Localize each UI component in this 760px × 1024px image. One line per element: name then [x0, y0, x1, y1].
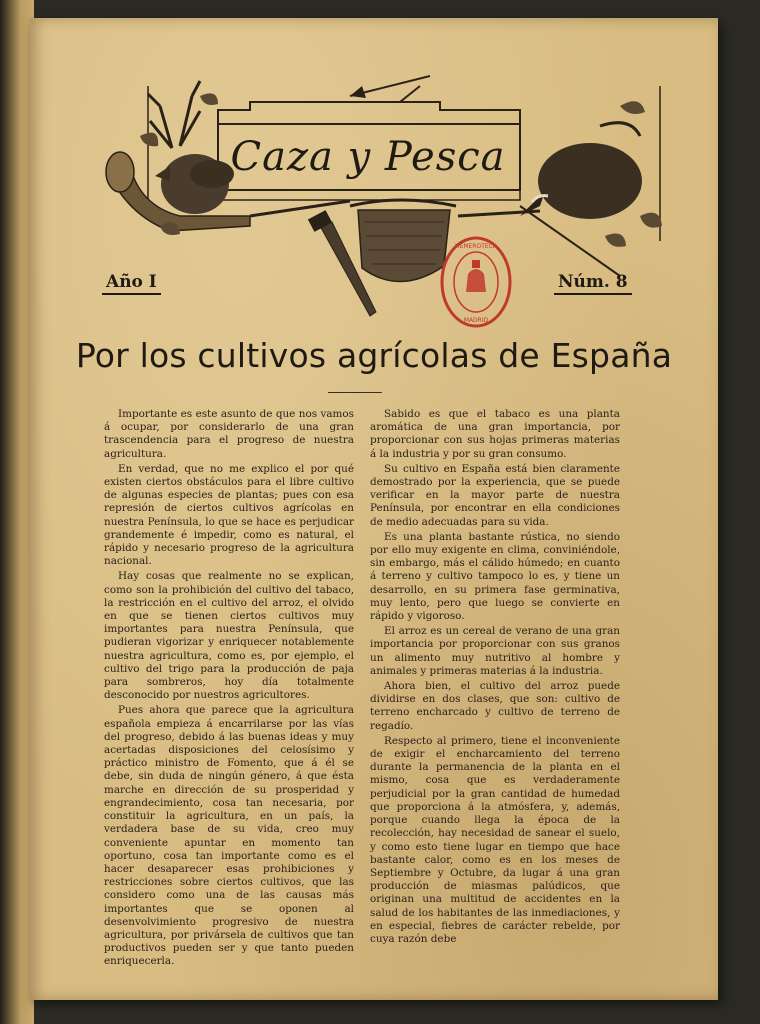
paragraph: Respecto al primero, tiene el inconveniente de exigir el encharcamiento del terreno durante la permanencia de la planta en el mismo, cosa que es verdaderamente perjudicial por la gran cantidad de humedad que proporciona á la atmósfera, y, además, porque cuando llega la época de la recolección, hay necesidad de sanear el suelo, y como esto tiene lugar en tiempo que hace bastante calor, como es en los meses de Septiembre y Octubre, da lugar á una gran producción de miasmas palúdicos, que originan una multitud de accidentes en la salud de los habitantes de las inmediaciones, y en especial, fiebres de carácter rebelde, por cuya razón debe	[370, 734, 620, 945]
paragraph: Ahora bien, el cultivo del arroz puede dividirse en dos clases, que son: cultivo de terreno encharcado y cultivo de terreno de regadío.	[370, 680, 620, 732]
boar-head-icon	[520, 123, 642, 219]
article-headline: Por los cultivos agrícolas de España	[75, 336, 673, 375]
publication-title: Caza y Pesca	[230, 134, 506, 180]
paragraph: Importante es este asunto de que nos vamos á ocupar, por considerarlo de una gran trascendencia para el progreso de nuestra agricultura.	[104, 408, 354, 460]
svg-text:HEMEROTECA: HEMEROTECA	[455, 243, 497, 250]
masthead-title-frame	[218, 124, 518, 190]
article-column-left	[104, 408, 354, 971]
book-binding	[0, 0, 34, 1024]
masthead	[100, 66, 670, 336]
paragraph: Sabido es que el tabaco es una planta aromática de una gran importancia, por proporcionar con sus hojas primeras materias á la industria y por su gran consumo.	[370, 408, 620, 460]
headline-divider	[328, 392, 382, 393]
paragraph: Su cultivo en España está bien claramente demostrado por la experiencia, que se puede verificar en la mayor parte de nuestra Península, por encontrar en ella condiciones de medio adecuadas para su vida.	[370, 462, 620, 528]
issue-number: Núm. 8	[554, 272, 632, 295]
paragraph: Es una planta bastante rústica, no siendo por ello muy exigente en clima, conviniéndole, sin embargo, más el cálido húmedo; en cuanto á terreno y cultivo tampoco lo es, y tiene un desarrollo, en su primera fase germinativa, muy lento, pero que luego se convierte en rápido y vigoroso.	[370, 530, 620, 623]
masthead-illustration	[100, 66, 670, 336]
paragraph: En verdad, que no me explico el por qué existen ciertos obstáculos para el libre cultivo de algunas especies de plantas; pues con esa represión de ciertos cultivos agrícolas en nuestra Península, lo que se hace es perjudicar grandemente é impedir, como es natural, el rápido y necesario progreso de la agricultura nacional.	[104, 462, 354, 568]
paragraph: El arroz es un cereal de verano de una gran importancia por proporcionar con sus granos un alimento muy nutritivo al hombre y animales y primeras materias á la industria.	[370, 625, 620, 677]
spear-icon	[350, 76, 430, 102]
svg-text:MADRID: MADRID	[463, 317, 489, 324]
issue-year: Año I	[102, 272, 161, 295]
library-stamp	[438, 234, 514, 330]
article-column-right	[370, 408, 620, 948]
paragraph: Pues ahora que parece que la agricultura española empieza á encarrilarse por las vías del progreso, debido á las buenas ideas y muy acertadas disposiciones del celosísimo y práctico ministro de Fomento, que á él se debe, sin duda de ningún género, á que ésta marche en dirección de su prosperidad y engrandecimiento, cosa tan necesaria, por constituir la agricultura, en un país, la verdadera base de su vida, creo muy conveniente apuntar en momento tan oportuno, cosa tan importante como es el hacer desaparecer esas prohibiciones y restricciones sobre ciertos cultivos, que las considero como una de las causas más importantes que se oponen al desenvolvimiento progresivo de nuestra agricultura, por privársela de cultivos que tan productivos pueden ser y que tanto pueden enriquecerla.	[104, 704, 354, 968]
paragraph: Hay cosas que realmente no se explican, como son la prohibición del cultivo del tabaco, la restricción en el cultivo del arroz, el olvido en que se tienen ciertos cultivos muy importantes para nuestra Península, que pudieran vigorizar y enriquecer notablemente nuestra agricultura, como es, por ejemplo, el cultivo del trigo para la producción de paja para sombreros, hoy día totalmente desconocido por nuestros agricultores.	[104, 570, 354, 702]
magazine-page	[30, 18, 718, 1000]
